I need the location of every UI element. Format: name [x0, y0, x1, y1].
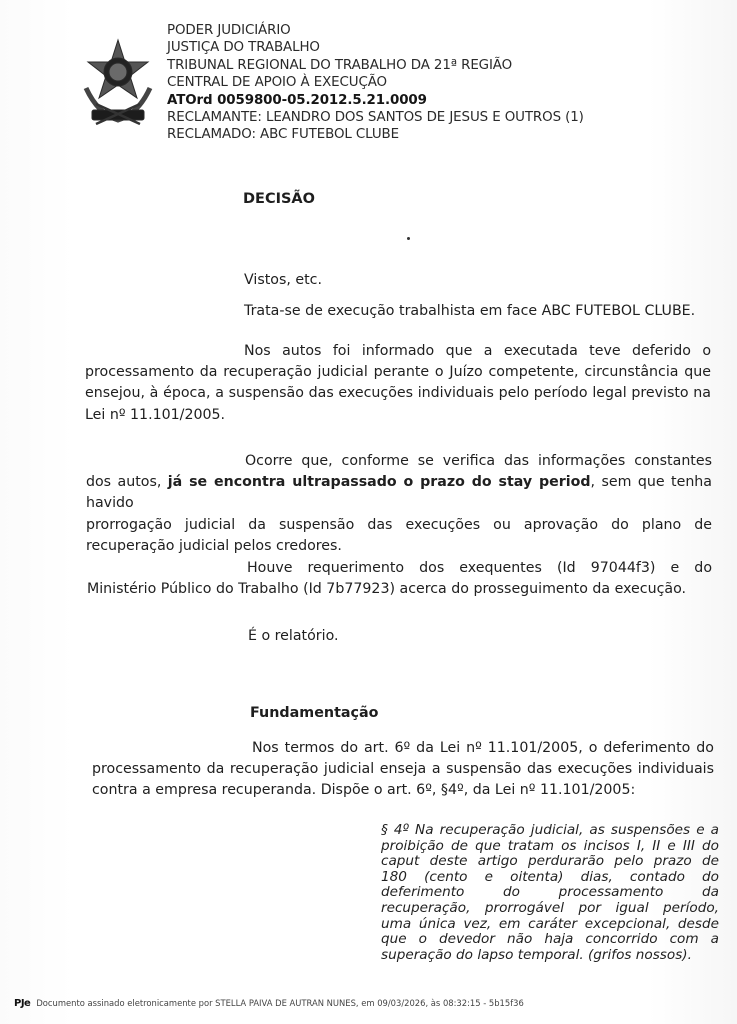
paragraph-line: prorrogação judicial da suspensão das execuções ou aprovação do plano de: [86, 516, 712, 533]
paragraph-line: processamento da recuperação judicial perante o Juízo competente, circunstância que: [85, 364, 711, 381]
paragraph-line: Nos autos foi informado que a executada teve deferido o: [244, 343, 711, 359]
paragraph-line: ensejou, à época, a suspensão das execuções individuais pelo período legal previsto na: [85, 385, 711, 402]
header-line: TRIBUNAL REGIONAL DO TRABALHO DA 21ª REGIÃO: [167, 57, 513, 73]
paragraph-line: Ministério Público do Trabalho (Id 7b77923) acerca do prosseguimento da execução.: [87, 581, 687, 598]
text-segment: dos autos,: [86, 474, 168, 491]
document-header: [167, 22, 584, 144]
bold-text-segment: já se encontra ultrapassado o prazo do stay period: [167, 474, 591, 491]
paragraph-2: [85, 341, 711, 426]
page-title: DECISÃO: [243, 191, 315, 207]
claimant: RECLAMANTE: LEANDRO DOS SANTOS DE JESUS E OUTROS (1): [167, 110, 584, 126]
legal-quote: [381, 823, 719, 963]
fundamentacao-paragraph: [92, 738, 714, 802]
quote-line: uma única vez, em caráter excepcional, desde: [381, 915, 719, 932]
paragraph-line: Ocorre que, conforme se verifica das informações constantes: [245, 453, 712, 469]
quote-line: 180 (cento e oitenta) dias, contado do: [381, 868, 719, 885]
paragraph-line: [86, 472, 712, 514]
quote-line: proibição de que tratam os incisos I, II e III do: [381, 837, 719, 854]
quote-line: § 4º Na recuperação judicial, as suspensões e a: [381, 822, 719, 838]
defendant: RECLAMADO: ABC FUTEBOL CLUBE: [167, 127, 399, 143]
quote-line: que o devedor não haja concorrido com a: [381, 931, 719, 948]
signature-footer: [14, 998, 524, 1009]
section-heading: Fundamentação: [250, 705, 379, 721]
paragraph-1: Trata-se de execução trabalhista em face ABC FUTEBOL CLUBE.: [244, 303, 696, 319]
vistos-text: Vistos, etc.: [244, 272, 322, 288]
header-line: JUSTIÇA DO TRABALHO: [167, 40, 320, 56]
coat-of-arms-icon: [78, 36, 158, 128]
pje-logo: PJe: [14, 998, 31, 1009]
process-number: ATOrd 0059800-05.2012.5.21.0009: [167, 92, 427, 108]
signature-text: Documento assinado eletronicamente por STELLA PAIVA DE AUTRAN NUNES, em 09/03/2026, às 08:32:15 - 5b15f36: [36, 998, 524, 1008]
header-line: CENTRAL DE APOIO À EXECUÇÃO: [167, 75, 387, 91]
text-segment: , sem que tenha havido: [86, 474, 712, 512]
relatorio-text: É o relatório.: [248, 628, 339, 644]
paragraph-line: Houve requerimento dos exequentes (Id 97044f3) e do: [247, 560, 712, 576]
paragraph-3: [86, 451, 712, 557]
paragraph-line: Lei nº 11.101/2005.: [85, 406, 226, 423]
quote-line: caput deste artigo perdurarão pelo prazo de: [381, 853, 719, 870]
paragraph-line: processamento da recuperação judicial enseja a suspensão das execuções individuais: [92, 761, 714, 778]
quote-line: superação do lapso temporal. (grifos nossos).: [381, 946, 692, 963]
paragraph-line: Nos termos do art. 6º da Lei nº 11.101/2005, o deferimento do: [252, 740, 714, 756]
header-line: PODER JUDICIÁRIO: [167, 23, 291, 38]
quote-line: recuperação, prorrogável por igual período,: [381, 899, 719, 916]
paragraph-line: recuperação judicial pelos credores.: [86, 537, 342, 554]
paragraph-4: [87, 558, 712, 600]
quote-line: deferimento do processamento da: [381, 884, 719, 901]
paragraph-line: contra a empresa recuperanda. Dispõe o art. 6º, §4º, da Lei nº 11.101/2005:: [92, 782, 636, 799]
stray-dot: [407, 237, 410, 240]
